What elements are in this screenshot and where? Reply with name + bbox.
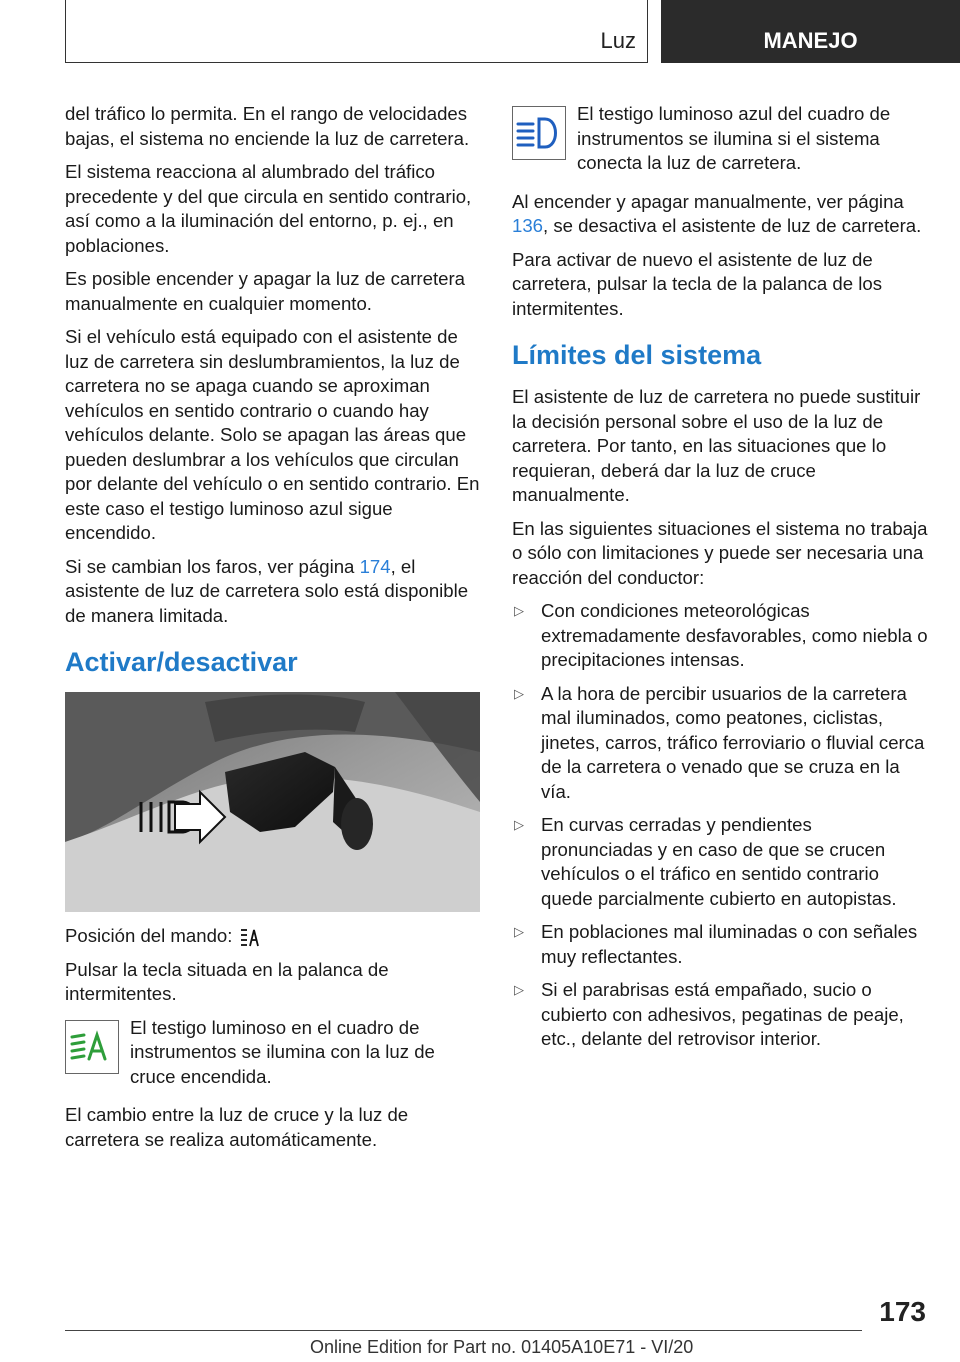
page-link-174[interactable]: 174 xyxy=(359,555,391,577)
list-item xyxy=(512,978,928,1052)
bullet-triangle-icon: ▷ xyxy=(514,817,524,832)
list-item xyxy=(512,920,928,969)
high-beam-indicator-icon xyxy=(512,106,566,160)
paragraph: del tráfico lo permita. En el rango de velocidades bajas, el sistema no enciende la luz de carretera. xyxy=(65,103,470,149)
paragraph: En las siguientes situaciones el sistema no trabaja o sólo con limitaciones y puede ser necesaria una reacción del conductor: xyxy=(512,517,928,588)
text: Posición del mando: xyxy=(65,925,233,946)
list-item xyxy=(512,599,928,673)
indicator-description: El testigo luminoso azul del cuadro de instrumentos se ilumina si el sistema conecta la luz de carretera. xyxy=(577,103,891,173)
paragraph: El asistente de luz de carretera no puede sustituir la decisión personal sobre el uso de la luz de carretera. Por tanto, en las situaciones que lo requieran, deberá dar la luz de cruce manualmente. xyxy=(512,386,921,505)
indicator-description: El testigo luminoso en el cuadro de instrumentos se ilumina con la luz de cruce encendida. xyxy=(130,1016,435,1087)
text: Si se cambian los faros, ver página xyxy=(65,555,360,577)
high-beam-assist-icon xyxy=(238,926,264,948)
paragraph: El cambio entre la luz de cruce y la luz de carretera se realiza automáticamente. xyxy=(65,1104,409,1150)
edition-footer: Online Edition for Part no. 01405A10E71 - VI/20 xyxy=(310,1337,694,1357)
header-frame xyxy=(65,0,648,63)
section-heading-limits: Límites del sistema xyxy=(512,340,762,370)
text: , se desactiva el asistente de luz de carretera. xyxy=(543,215,922,236)
page-number: 173 xyxy=(879,1296,926,1327)
limitations-list xyxy=(512,599,928,1052)
bullet-triangle-icon: ▷ xyxy=(514,982,524,997)
text: A la hora de percibir usuarios de la carretera mal iluminados, como peatones, ciclistas, jinetes, carros, tráfico ferroviario o fluvial cerca de la carretera o venado que se cruza en la vía. xyxy=(541,682,925,802)
paragraph xyxy=(512,190,928,239)
text: En poblaciones mal iluminadas o con señales muy reflectantes. xyxy=(541,921,918,967)
paragraph: Para activar de nuevo el asistente de luz de carretera, pulsar la tecla de la palanca de los intermitentes. xyxy=(512,248,883,319)
low-beam-indicator-icon xyxy=(65,1020,119,1074)
paragraph: Si el vehículo está equipado con el asistente de luz de carretera sin deslumbramientos, la luz de carretera no se apaga cuando se aproximan vehículos en sentido contrario o cuando hay vehículos delante. Solo se apagan las áreas que pueden deslumbrar a los vehículos que circulan por delante del vehículo o en sentido contrario. En este caso el testigo luminoso azul sigue encendido. xyxy=(65,326,480,543)
list-item xyxy=(512,813,928,911)
bullet-triangle-icon: ▷ xyxy=(514,685,524,701)
section-heading-activate: Activar/desactivar xyxy=(65,647,298,677)
right-column xyxy=(512,102,928,1061)
chapter-tab: MANEJO xyxy=(661,0,960,63)
text: , el asistente de luz de carretera solo está disponible de manera limitada. xyxy=(65,555,469,626)
paragraph: Pulsar la tecla situada en la palanca de intermitentes. xyxy=(65,958,389,1004)
indicator-note-high-beam xyxy=(512,102,928,176)
section-title: Luz xyxy=(600,28,636,53)
paragraph xyxy=(65,555,480,629)
page-link-136[interactable]: 136 xyxy=(512,215,544,236)
indicator-note-low-beam xyxy=(65,1016,480,1090)
turn-signal-lever-photo xyxy=(65,692,480,912)
position-label xyxy=(65,924,480,949)
bullet-triangle-icon: ▷ xyxy=(514,603,524,618)
left-column xyxy=(65,102,480,1161)
paragraph: El sistema reacciona al alumbrado del tráfico precedente y del que circula en sentido contrario, así como a la iluminación del entorno, p. ej., en poblaciones. xyxy=(65,161,472,256)
text: En curvas cerradas y pendientes pronunciadas y en caso de que se crucen vehículos o el tráfico en sentido contrario quede parcialmente cubierto en autopistas. xyxy=(541,814,897,909)
list-item xyxy=(512,682,928,805)
text: Con condiciones meteorológicas extremadamente desfavorables, como niebla o precipitaciones intensas. xyxy=(541,600,928,670)
text: Si el parabrisas está empañado, sucio o cubierto con adhesivos, pegatinas de peaje, etc., delante del retrovisor interior. xyxy=(541,979,904,1049)
paragraph: Es posible encender y apagar la luz de carretera manualmente en cualquier momento. xyxy=(65,268,466,314)
bullet-triangle-icon: ▷ xyxy=(514,924,524,939)
text: Al encender y apagar manualmente, ver página xyxy=(512,190,904,212)
footer-divider xyxy=(65,1330,862,1331)
